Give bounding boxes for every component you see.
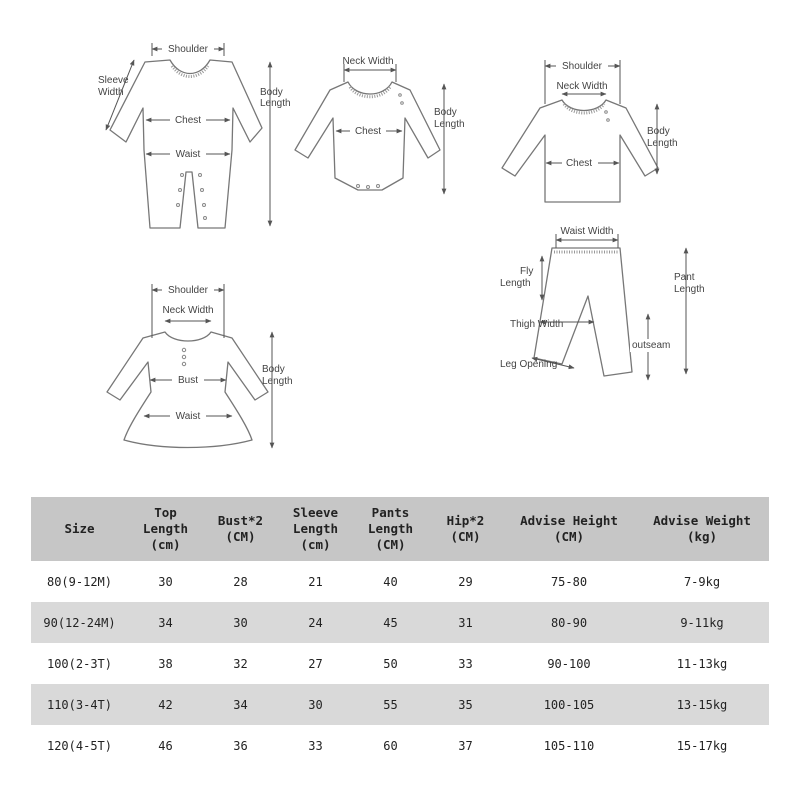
cell-pants-length: 45: [353, 602, 428, 643]
pants-fly-label: Fly: [520, 266, 534, 277]
pants-pant-length-label: Length: [674, 284, 705, 295]
cell-advise-weight: 9-11kg: [635, 602, 769, 643]
bodysuit-body-label: Body: [434, 107, 457, 118]
table-header-row: [31, 497, 769, 561]
pants-leg-opening-label: Leg Opening: [500, 359, 558, 370]
header-size: Size: [31, 497, 128, 561]
cell-hip: 31: [428, 602, 503, 643]
cell-top-length: 42: [128, 684, 203, 725]
cell-hip: 33: [428, 643, 503, 684]
cell-sleeve-length: 27: [278, 643, 353, 684]
table-row: [31, 684, 769, 725]
romper-sleeve-label: Sleeve: [98, 75, 129, 86]
table-row: [31, 643, 769, 684]
bodysuit-diagram: [295, 56, 465, 194]
cell-pants-length: 60: [353, 725, 428, 766]
cell-top-length: 46: [128, 725, 203, 766]
pants-diagram: [500, 226, 705, 380]
cell-advise-height: 80-90: [503, 602, 635, 643]
bodysuit-neck-label: Neck Width: [342, 56, 394, 67]
table-row: [31, 561, 769, 602]
pants-pant-label: Pant: [674, 272, 695, 283]
romper-width-label: Width: [98, 87, 124, 98]
cell-pants-length: 40: [353, 561, 428, 602]
romper-waist-label: Waist: [175, 149, 201, 160]
pants-waist-label: Waist Width: [560, 226, 614, 237]
dress-neck-label: Neck Width: [162, 305, 214, 316]
romper-shoulder-label: Shoulder: [167, 44, 209, 55]
cell-pants-length: 55: [353, 684, 428, 725]
header-hip: Hip*2 (CM): [428, 497, 503, 561]
header-advise-height: Advise Height (CM): [503, 497, 635, 561]
cell-size: 110(3-4T): [31, 684, 128, 725]
cell-advise-weight: 7-9kg: [635, 561, 769, 602]
dress-shoulder-label: Shoulder: [167, 285, 209, 296]
dress-waist-label: Waist: [175, 411, 201, 422]
bodysuit-length-label: Length: [434, 119, 465, 130]
bodysuit-chest-label: Chest: [354, 126, 382, 137]
cell-size: 90(12-24M): [31, 602, 128, 643]
cell-advise-height: 75-80: [503, 561, 635, 602]
cell-top-length: 34: [128, 602, 203, 643]
header-sleeve-length: Sleeve Length (cm): [278, 497, 353, 561]
cell-hip: 37: [428, 725, 503, 766]
header-advise-weight: Advise Weight (kg): [635, 497, 769, 561]
cell-size: 120(4-5T): [31, 725, 128, 766]
cell-top-length: 30: [128, 561, 203, 602]
cell-advise-weight: 13-15kg: [635, 684, 769, 725]
cell-bust: 28: [203, 561, 278, 602]
cell-hip: 35: [428, 684, 503, 725]
cell-advise-weight: 15-17kg: [635, 725, 769, 766]
cell-top-length: 38: [128, 643, 203, 684]
dress-body-label: Body: [262, 364, 285, 375]
cell-sleeve-length: 33: [278, 725, 353, 766]
cell-pants-length: 50: [353, 643, 428, 684]
size-chart-table: [31, 497, 769, 766]
romper-diagram: [98, 42, 291, 228]
cell-hip: 29: [428, 561, 503, 602]
pants-thigh-label: Thigh Width: [510, 319, 564, 330]
romper-body-label: Body: [260, 87, 283, 98]
cell-sleeve-length: 30: [278, 684, 353, 725]
cell-size: 80(9-12M): [31, 561, 128, 602]
top-length-label: Length: [647, 138, 678, 149]
pants-fly-length-label: Length: [500, 278, 531, 289]
cell-sleeve-length: 24: [278, 602, 353, 643]
cell-bust: 34: [203, 684, 278, 725]
top-chest-label: Chest: [565, 158, 593, 169]
top-body-label: Body: [647, 126, 670, 137]
top-shoulder-label: Shoulder: [561, 61, 603, 72]
cell-bust: 36: [203, 725, 278, 766]
table-row: [31, 725, 769, 766]
top-neck-label: Neck Width: [556, 81, 608, 92]
cell-advise-height: 105-110: [503, 725, 635, 766]
dress-diagram: [107, 283, 293, 448]
header-pants-length: Pants Length (CM): [353, 497, 428, 561]
dress-bust-label: Bust: [177, 375, 199, 386]
cell-size: 100(2-3T): [31, 643, 128, 684]
pants-outseam-label: outseam: [632, 340, 671, 351]
romper-length-label: Length: [260, 98, 291, 109]
cell-advise-height: 90-100: [503, 643, 635, 684]
cell-bust: 30: [203, 602, 278, 643]
header-top-length: Top Length (cm): [128, 497, 203, 561]
dress-length-label: Length: [262, 376, 293, 387]
top-diagram: [502, 59, 678, 202]
cell-bust: 32: [203, 643, 278, 684]
table-row: [31, 602, 769, 643]
romper-chest-label: Chest: [174, 115, 202, 126]
cell-advise-height: 100-105: [503, 684, 635, 725]
cell-advise-weight: 11-13kg: [635, 643, 769, 684]
cell-sleeve-length: 21: [278, 561, 353, 602]
header-bust: Bust*2 (CM): [203, 497, 278, 561]
